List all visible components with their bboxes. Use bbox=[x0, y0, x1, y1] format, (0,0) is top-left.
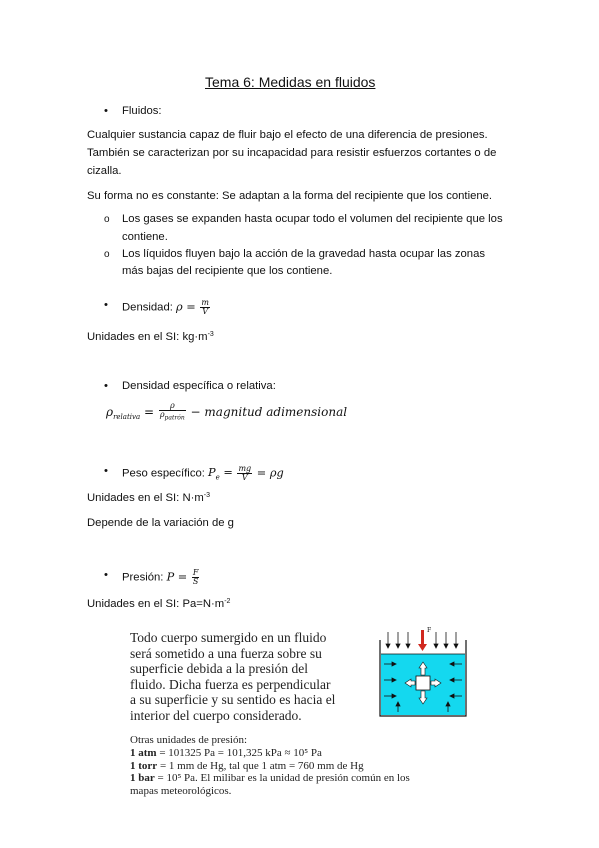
scan-line4: fluido. Dicha fuerza es perpendicular bbox=[130, 676, 331, 692]
presion-den: S bbox=[192, 577, 199, 586]
densidad-den: V bbox=[202, 307, 208, 316]
densidad-units bbox=[87, 331, 214, 343]
rel-lhs: ρ bbox=[106, 404, 114, 419]
presion-lhs: P = bbox=[166, 570, 191, 584]
scan-maps-line: mapas meteorológicos. bbox=[130, 785, 232, 798]
scan-line6: interior del cuerpo considerado. bbox=[130, 707, 302, 723]
densidad-lhs: ρ = bbox=[176, 300, 200, 314]
peso-den: V bbox=[241, 473, 248, 482]
scan-units-block bbox=[130, 734, 410, 798]
scan-line5: a su superficie y su sentido es hacia el bbox=[130, 692, 336, 708]
scan-atm-bold: 1 atm bbox=[130, 746, 157, 759]
scan-bar-rest: = 10⁵ Pa. El milibar es la unidad de presión común en los bbox=[154, 772, 410, 785]
page-title: Tema 6: Medidas en fluidos bbox=[205, 74, 376, 90]
bullet-densidad bbox=[122, 299, 211, 316]
bullet-densidad-relativa: • Densidad específica o relativa: bbox=[122, 380, 276, 392]
peso-units-exp: -3 bbox=[203, 492, 211, 499]
peso-note: Depende de la variación de g bbox=[87, 517, 234, 529]
force-label: F bbox=[427, 627, 432, 634]
bullet-peso-especifico bbox=[122, 465, 284, 482]
fluidos-definition-line1: Cualquier sustancia capaz de fluir bajo el efecto de una diferencia de presiones. bbox=[87, 129, 488, 141]
presion-label: Presión: bbox=[122, 571, 167, 584]
fluidos-definition-line2: También se caracterizan por su incapacidad para resistir esfuerzos cortantes o de bbox=[87, 147, 497, 159]
rel-fraction bbox=[159, 402, 186, 423]
liquids-line1: o Los líquidos fluyen bajo la acción de la gravedad hasta ocupar las zonas bbox=[122, 248, 485, 260]
densidad-units-text: Unidades en el SI: kg·m bbox=[87, 331, 208, 343]
presion-fraction bbox=[192, 569, 200, 586]
scan-atm-line bbox=[130, 747, 410, 760]
densidad-relativa-formula bbox=[106, 402, 347, 423]
peso-units-text: Unidades en el SI: N·m bbox=[87, 492, 204, 504]
gases-line2: contiene. bbox=[122, 231, 168, 243]
scan-bar-line bbox=[130, 772, 410, 785]
peso-eq: = bbox=[219, 466, 237, 480]
scan-atm-rest: = 101325 Pa = 101,325 kPa ≈ 10⁵ Pa bbox=[156, 746, 322, 759]
fluidos-definition-line3: cizalla. bbox=[87, 165, 122, 177]
presion-units bbox=[87, 598, 230, 610]
rel-num: ρ bbox=[159, 402, 186, 411]
scan-torr-rest: = 1 mm de Hg, tal que 1 atm = 760 mm de Hg bbox=[157, 759, 364, 772]
peso-label: Peso específico: bbox=[122, 467, 209, 480]
peso-rhs: = ρg bbox=[253, 466, 284, 480]
presion-num: F bbox=[192, 568, 199, 577]
scan-line3: superficie debida a la presión del bbox=[130, 661, 309, 677]
pressure-diagram bbox=[378, 624, 468, 720]
scan-units-title: Otras unidades de presión: bbox=[130, 734, 247, 746]
peso-num: mg bbox=[238, 464, 252, 473]
scan-bar-bold: 1 bar bbox=[130, 772, 155, 785]
scan-line1: Todo cuerpo sumergido en un fluido bbox=[130, 630, 327, 645]
densidad-fraction bbox=[200, 299, 210, 316]
gases-line1: o Los gases se expanden hasta ocupar todo el volumen del recipiente que los bbox=[122, 213, 503, 225]
force-arrow bbox=[418, 630, 427, 651]
rel-den-base: ρ bbox=[159, 410, 165, 419]
rel-den bbox=[159, 411, 186, 423]
densidad-num: m bbox=[201, 298, 209, 307]
scan-torr-bold: 1 torr bbox=[130, 759, 158, 772]
peso-lhs bbox=[208, 466, 237, 482]
scan-paragraph bbox=[130, 630, 335, 724]
bullet-fluidos: • Fluidos: bbox=[122, 105, 162, 117]
presion-units-text: Unidades en el SI: Pa=N·m bbox=[87, 598, 225, 610]
rel-lhs-sub: relativa bbox=[113, 413, 141, 422]
peso-fraction bbox=[237, 465, 252, 482]
bullet-presion bbox=[122, 569, 200, 586]
rel-den-sub: patrón bbox=[164, 414, 185, 422]
peso-lhs-sub: e bbox=[215, 473, 220, 482]
rel-rhs: − magnitud adimensional bbox=[186, 404, 348, 419]
rel-eq: = bbox=[140, 404, 158, 419]
densidad-label: Densidad: bbox=[122, 301, 177, 314]
scan-line2: será sometido a una fuerza sobre su bbox=[130, 645, 322, 661]
fluidos-shape-text: Su forma no es constante: Se adaptan a la forma del recipiente que los contiene. bbox=[87, 190, 493, 202]
densidad-units-exp: -3 bbox=[207, 331, 214, 338]
peso-units bbox=[87, 492, 210, 504]
presion-units-exp: -2 bbox=[224, 598, 231, 605]
scan-torr-line bbox=[130, 760, 410, 773]
liquids-line2: más bajas del recipiente que los contiene. bbox=[122, 265, 333, 277]
peso-lhs-base: P bbox=[208, 466, 216, 480]
